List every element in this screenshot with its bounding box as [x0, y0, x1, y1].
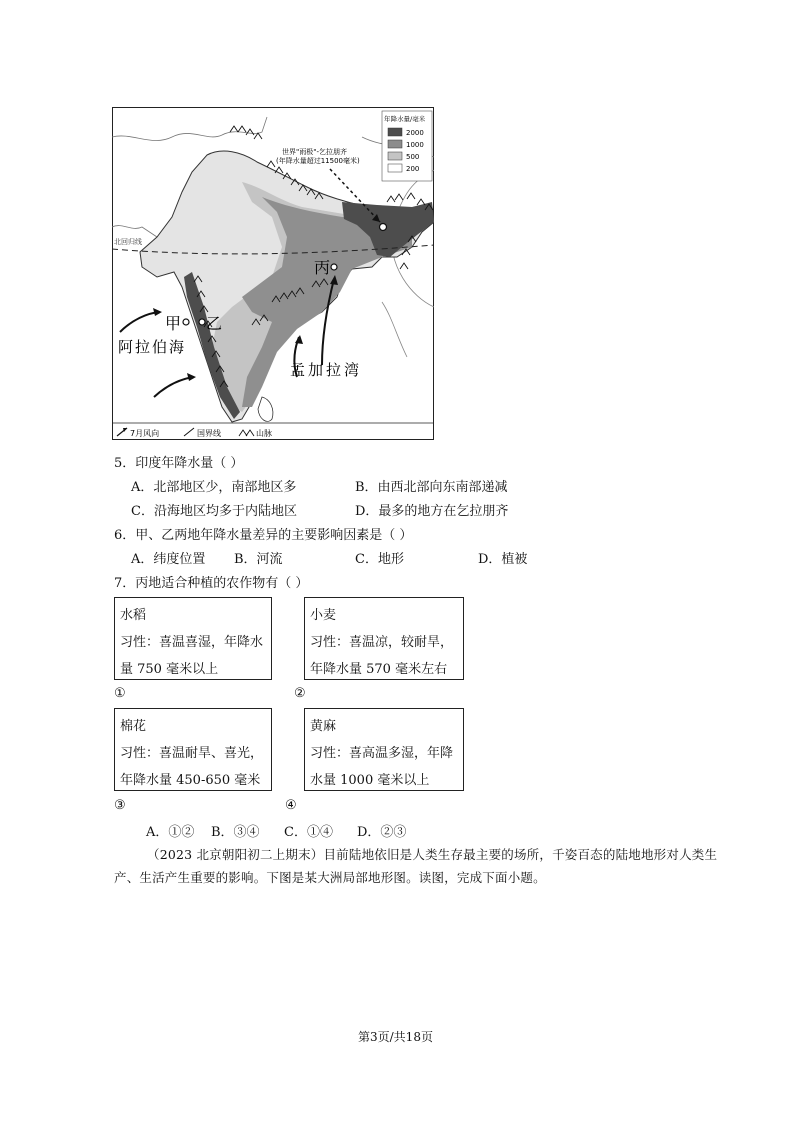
- legend-swatch-500: [388, 152, 402, 160]
- q5-option-b: B．由西北部向东南部递减: [355, 480, 508, 495]
- crop-habit-line2: 年降水量 570 毫米左右: [310, 662, 448, 677]
- q6-option-b: B．河流: [234, 552, 283, 567]
- legend-swatch-200: [388, 164, 402, 172]
- question-6-stem: 6．甲、乙两地年降水量差异的主要影响因素是（ ）: [114, 528, 413, 543]
- crop-habit-line2: 年降水量 450-650 毫米: [120, 773, 261, 788]
- crop-name: 棉花: [120, 719, 147, 734]
- crop-habit-line1: 习性：喜温耐旱、喜光，: [120, 746, 264, 761]
- crop-card-cotton: [114, 708, 272, 791]
- label-yi: 乙: [206, 314, 223, 333]
- legend-mountain: 山脉: [256, 429, 272, 438]
- crop-habit-line1: 习性：喜温喜湿，年降水: [120, 635, 264, 650]
- legend-swatch-1000: [388, 140, 402, 148]
- crop-card-rice: [114, 597, 272, 680]
- q6-option-d: D．植被: [478, 552, 528, 567]
- label-bay-of-bengal: 孟加拉湾: [290, 361, 363, 379]
- q5-option-c: C．沿海地区均多于内陆地区: [131, 504, 297, 519]
- legend-swatch-2000: [388, 128, 402, 136]
- crop-card-wheat: [304, 597, 464, 680]
- crop-name: 水稻: [120, 608, 147, 623]
- crop-habit-line1: 习性：喜温凉，较耐旱，: [310, 635, 454, 650]
- crop-habit-line2: 量 750 毫米以上: [120, 662, 219, 677]
- cherrapunji-annotation-line1: 世界"雨极"-乞拉朋齐: [282, 148, 347, 156]
- q7-option-b: B．③④: [211, 825, 260, 840]
- label-jia: 甲: [165, 314, 182, 333]
- legend-label-2000: 2000: [406, 129, 424, 137]
- crop-number-4: ④: [285, 798, 297, 813]
- crop-name: 小麦: [310, 608, 337, 623]
- legend-label-200: 200: [406, 165, 420, 173]
- legend-border: 国界线: [197, 429, 221, 438]
- question-5-stem: 5．印度年降水量（ ）: [114, 456, 244, 471]
- cherrapunji-annotation-line2: (年降水量超过11500毫米): [276, 157, 360, 165]
- tropic-label: 北回归线: [114, 238, 142, 246]
- india-rainfall-map: [112, 107, 434, 440]
- question-7-stem: 7．丙地适合种植的农作物有（ ）: [114, 576, 309, 591]
- page-footer: 第3页/共18页: [358, 1030, 433, 1044]
- passage-line-2: 产、生活产生重要的影响。下图是某大洲局部地形图。读图，完成下面小题。: [114, 870, 546, 885]
- q6-option-a: A．纬度位置: [131, 552, 206, 567]
- q5-option-d: D．最多的地方在乞拉朋齐: [355, 504, 509, 519]
- label-arabian-sea: 阿拉伯海: [118, 338, 187, 356]
- legend-label-1000: 1000: [406, 141, 424, 149]
- crop-number-2: ②: [294, 686, 306, 701]
- q5-option-a: A．北部地区少，南部地区多: [131, 480, 297, 495]
- crop-habit-line2: 水量 1000 毫米以上: [310, 773, 430, 788]
- crop-card-jute: [304, 708, 464, 791]
- q7-option-c: C．①④: [284, 825, 333, 840]
- q6-option-c: C．地形: [355, 552, 404, 567]
- label-bing: 丙: [314, 258, 331, 277]
- passage-line-1: （2023 北京朝阳初二上期末）目前陆地依旧是人类生存最主要的场所，千姿百态的陆地地形对人类生: [147, 847, 718, 862]
- q7-option-a: A．①②: [146, 825, 195, 840]
- legend-label-500: 500: [406, 153, 420, 161]
- crop-number-1: ①: [114, 686, 126, 701]
- crop-name: 黄麻: [310, 719, 337, 734]
- legend-title: 年降水量/毫米: [384, 115, 426, 123]
- crop-number-3: ③: [114, 798, 126, 813]
- crop-habit-line1: 习性：喜高温多湿，年降: [310, 746, 454, 761]
- q7-option-d: D．②③: [357, 825, 407, 840]
- legend-wind: 7月风向: [130, 429, 160, 438]
